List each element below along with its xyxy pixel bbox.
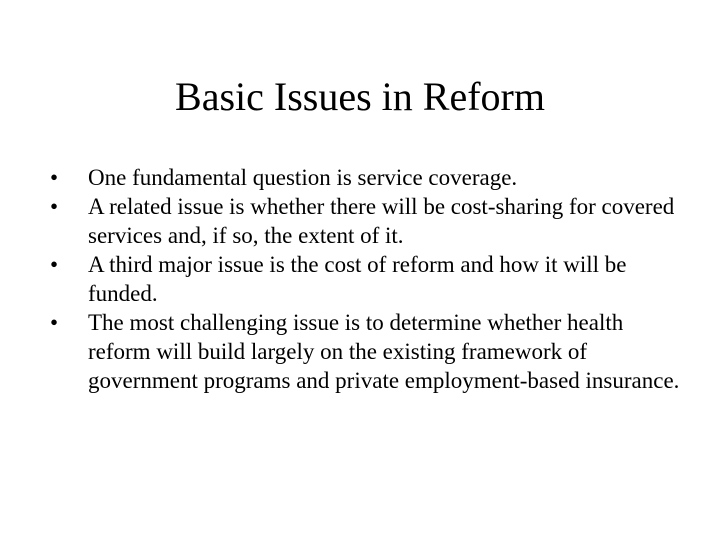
bullet-icon: • [50,310,59,335]
bullet-icon: • [50,194,59,219]
bullet-icon: • [50,252,59,277]
slide-title: Basic Issues in Reform [175,74,545,119]
bullet-text: The most challenging issue is to determine whether health reform will build largely on the existing framework of government programs and private employment-based insurance. [88,310,680,393]
bullet-item [30,250,690,308]
bullet-list [30,163,690,395]
bullet-text: A third major issue is the cost of reform and how it will be funded. [88,252,627,306]
bullet-item [30,163,690,192]
bullet-item [30,192,690,250]
bullet-text: One fundamental question is service coverage. [88,165,518,190]
bullet-text: A related issue is whether there will be cost-sharing for covered services and, if so, the extent of it. [88,194,675,248]
bullet-icon: • [50,165,59,190]
bullet-item [30,308,690,395]
